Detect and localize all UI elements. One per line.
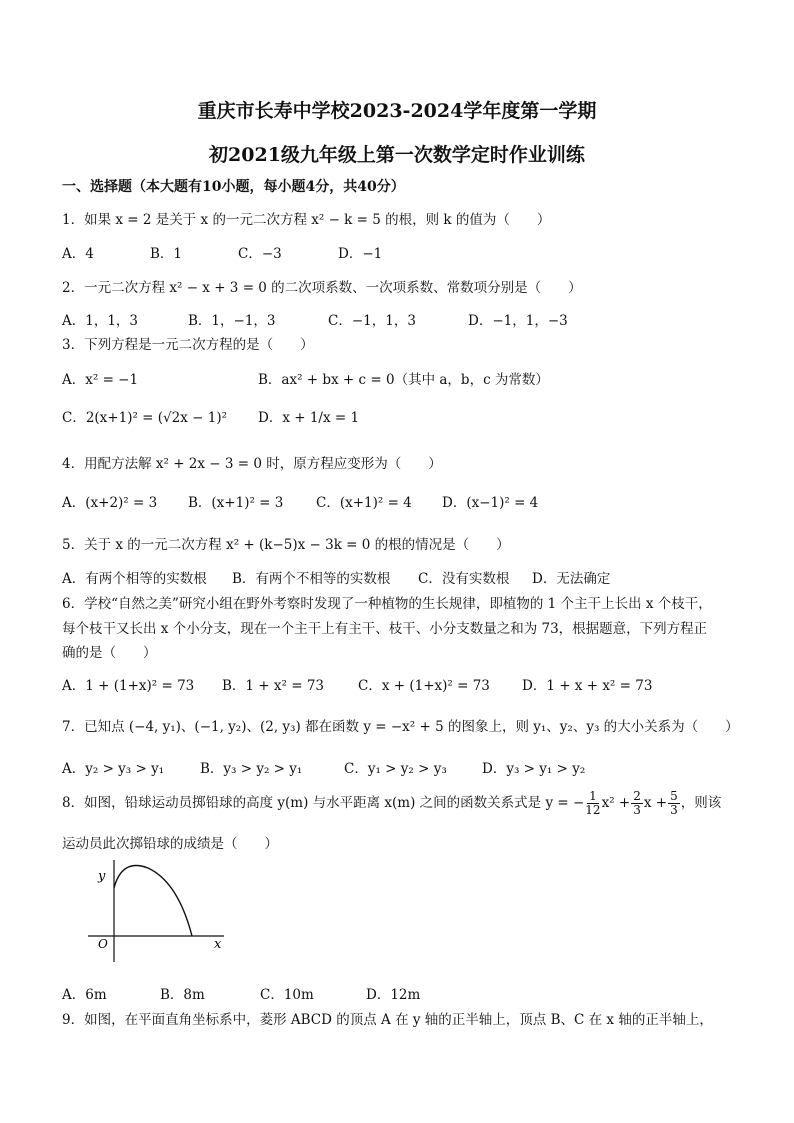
option-d: D．−1 — [338, 246, 383, 262]
shot-put-trajectory-graph — [82, 858, 232, 966]
fraction-denominator: 3 — [633, 803, 641, 817]
option-b: B．ax² + bx + c = 0（其中 a，b，c 为常数） — [258, 372, 549, 388]
y-axis-label: y — [98, 869, 106, 884]
option-d: D．y₃ > y₁ > y₂ — [482, 761, 586, 777]
option-a: A．x² = −1 — [62, 372, 139, 388]
option-c: C．2(x+1)² = (√2x − 1)² — [62, 410, 228, 426]
question-8-stem-line2: 运动员此次掷铅球的成绩是（ ） — [62, 836, 278, 852]
option-d: D．−1，1，−3 — [468, 313, 568, 329]
option-a: A．6m — [62, 987, 107, 1003]
option-b: B．y₃ > y₂ > y₁ — [200, 761, 303, 777]
question-8-stem-line1 — [62, 790, 721, 817]
option-b: B．1 — [150, 246, 183, 262]
question-6-stem-line2: 每个枝干又长出 x 个小分支，现在一个主干上有主干、枝干、小分支数量之和为 73，根据题意，下列方程正 — [62, 621, 708, 637]
option-c: C．−3 — [238, 246, 282, 262]
exam-title-course: 初2021级九年级上第一次数学定时作业训练 — [209, 144, 585, 166]
question-9-stem: 9．如图，在平面直角坐标系中，菱形 ABCD 的顶点 A 在 y 轴的正半轴上，顶点 B、C 在 x 轴的正半轴上， — [62, 1012, 713, 1028]
fraction-2-3 — [631, 790, 643, 817]
fraction-1-12 — [585, 790, 600, 817]
x-axis-label: x — [214, 937, 222, 952]
origin-label: O — [98, 937, 108, 951]
option-b: B．有两个不相等的实数根 — [232, 571, 391, 587]
fraction-denominator: 12 — [585, 803, 601, 817]
q8-stem-part-b: x² + — [601, 795, 631, 811]
option-d: D．(x−1)² = 4 — [442, 495, 539, 511]
option-a: A．有两个相等的实数根 — [62, 571, 207, 587]
option-b: B．1，−1，3 — [188, 313, 276, 329]
parabola-curve — [114, 866, 192, 937]
fraction-numerator: 2 — [633, 789, 641, 803]
exam-title-school: 重庆市长寿中学校2023-2024学年度第一学期 — [197, 100, 597, 122]
fraction-numerator: 1 — [589, 789, 597, 803]
option-d: D．1 + x + x² = 73 — [522, 678, 653, 694]
option-c: C．−1，1，3 — [328, 313, 416, 329]
option-c: C．y₁ > y₂ > y₃ — [344, 761, 447, 777]
option-a: A．4 — [62, 246, 94, 262]
section-heading: 一、选择题（本大题有10小题，每小题4分，共40分） — [62, 179, 405, 195]
option-c: C．x + (1+x)² = 73 — [358, 678, 490, 694]
option-d: D．12m — [366, 987, 421, 1003]
fraction-denominator: 3 — [670, 803, 678, 817]
q8-stem-part-c: x + — [643, 795, 668, 811]
question-6-stem-line3: 确的是（ ） — [62, 645, 157, 661]
option-c: C．(x+1)² = 4 — [316, 495, 412, 511]
question-2-stem: 2．一元二次方程 x² − x + 3 = 0 的二次项系数、一次项系数、常数项分别是（ ） — [62, 280, 582, 296]
question-4-stem: 4．用配方法解 x² + 2x − 3 = 0 时，原方程应变形为（ ） — [62, 456, 442, 472]
option-a: A．(x+2)² = 3 — [62, 495, 158, 511]
option-c: C．10m — [260, 987, 314, 1003]
option-c: C．没有实数根 — [418, 571, 510, 587]
question-6-stem-line1: 6．学校“自然之美”研究小组在野外考察时发现了一种植物的生长规律，即植物的 1 个主干上长出 x 个枝干， — [62, 596, 712, 612]
option-a: A．1，1，3 — [62, 313, 139, 329]
fraction-numerator: 5 — [670, 789, 678, 803]
option-d: D．x + 1/x = 1 — [258, 410, 360, 426]
question-5-stem: 5．关于 x 的一元二次方程 x² + (k−5)x − 3k = 0 的根的情况是（ ） — [62, 537, 510, 553]
question-7-stem: 7．已知点 (−4, y₁)、(−1, y₂)、(2, y₃) 都在函数 y = −x² + 5 的图象上，则 y₁、y₂、y₃ 的大小关系为（ ） — [62, 719, 739, 735]
question-3-stem: 3．下列方程是一元二次方程的是（ ） — [62, 337, 314, 353]
option-b: B．(x+1)² = 3 — [188, 495, 284, 511]
q8-stem-part-a: 8．如图，铅球运动员掷铅球的高度 y(m) 与水平距离 x(m) 之间的函数关系式是 y = − — [62, 795, 585, 811]
fraction-5-3 — [668, 790, 680, 817]
option-b: B．8m — [160, 987, 205, 1003]
option-a: A．y₂ > y₃ > y₁ — [62, 761, 165, 777]
option-d: D．无法确定 — [532, 571, 611, 587]
q8-stem-part-d: ，则该 — [680, 795, 722, 811]
option-a: A．1 + (1+x)² = 73 — [62, 678, 195, 694]
option-b: B．1 + x² = 73 — [222, 678, 325, 694]
question-1-stem: 1．如果 x = 2 是关于 x 的一元二次方程 x² − k = 5 的根，则 k 的值为（ ） — [62, 212, 551, 228]
